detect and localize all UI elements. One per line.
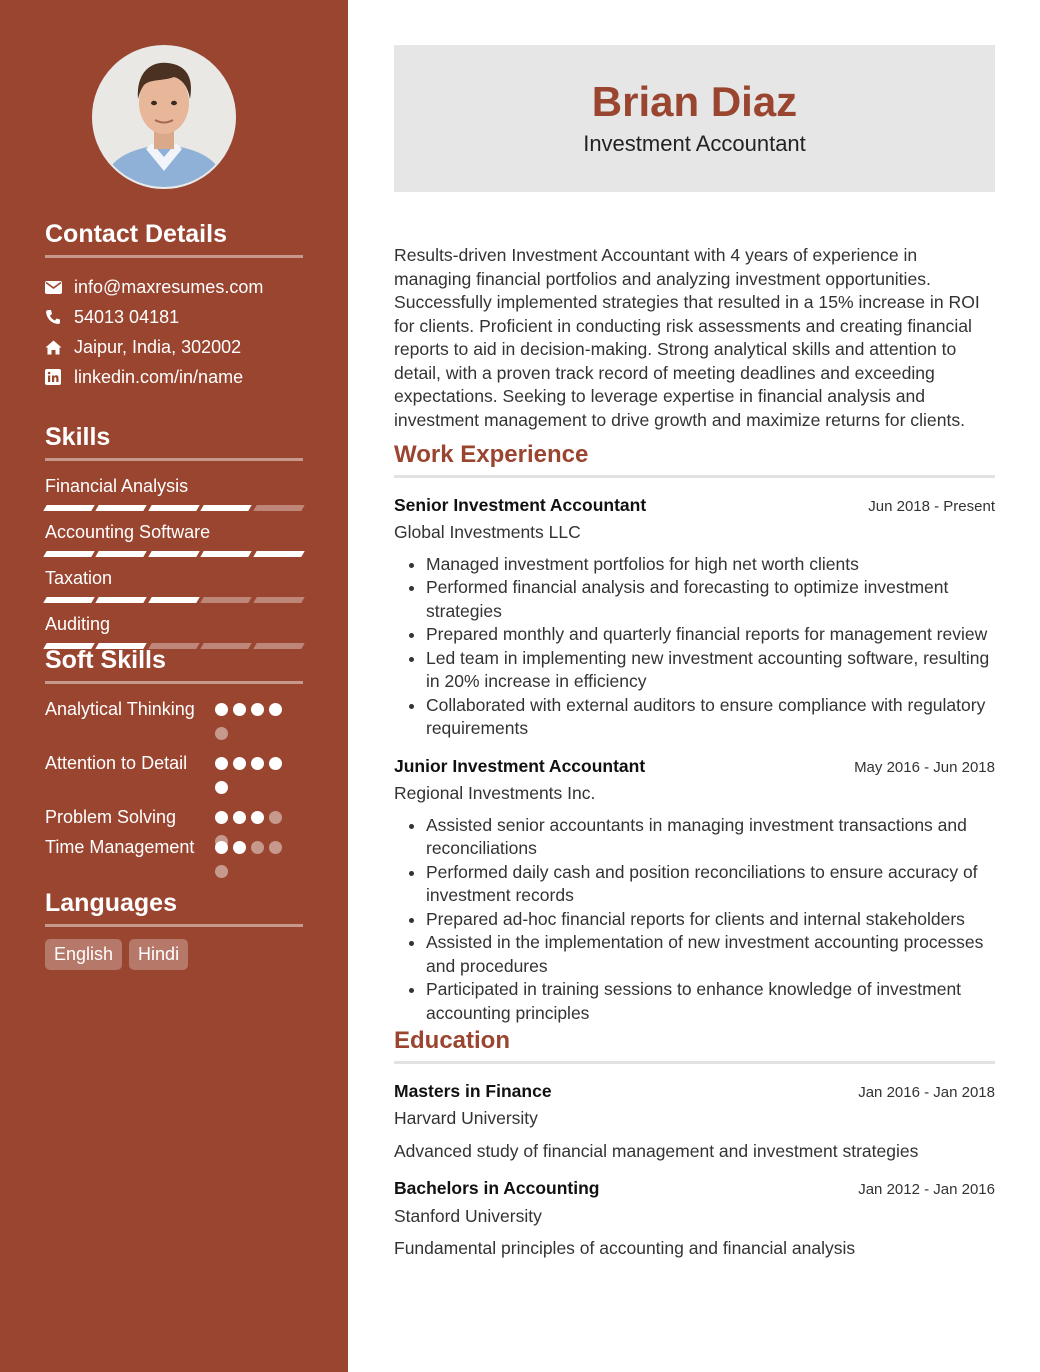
soft-skill-item xyxy=(45,835,303,885)
skills-section xyxy=(45,423,303,649)
skill-name: Taxation xyxy=(45,568,113,588)
rating-dot xyxy=(215,865,228,878)
job-company: Global Investments LLC xyxy=(394,522,581,542)
sidebar xyxy=(0,0,348,1372)
skill-item xyxy=(45,613,303,649)
skill-level-bar xyxy=(45,551,303,557)
rating-dot xyxy=(215,703,228,716)
job-bullet: • Prepared ad-hoc financial reports for clients and internal stakeholders xyxy=(426,908,995,932)
job-dates: May 2016 - Jun 2018 xyxy=(854,758,995,776)
phone-icon xyxy=(45,309,74,325)
job-bullet: • Collaborated with external auditors to ensure compliance with regulatory requirements xyxy=(426,694,995,741)
person-name: Brian Diaz xyxy=(591,78,798,125)
summary-text: Results-driven Investment Accountant with 4 years of experience in managing financial portfolios and analyzing investment opportunities. Successfully implemented strategies that resulted in a 15% increase in ROI for clients. Proficient in conducting risk assessments and creating financial reports to aid in decision-making. Strong analytical skills and attention to detail, with a proven track record of meeting deadlines and exceeding expectations. Seeking to leverage expertise in financial analysis and investment management to drive growth and maximize returns for clients. xyxy=(394,245,980,430)
soft-skill-item xyxy=(45,805,303,835)
rating-dot xyxy=(251,703,264,716)
skill-level-bar xyxy=(45,505,303,511)
education-header xyxy=(394,1080,995,1105)
language-tag: Hindi xyxy=(129,939,188,970)
job-dates: Jun 2018 - Present xyxy=(868,497,995,515)
job-bullet: • Performed financial analysis and forecasting to optimize investment strategies xyxy=(426,576,995,623)
job-entry xyxy=(394,494,995,741)
rating-dot xyxy=(269,811,282,824)
skills-title: Skills xyxy=(45,423,303,461)
skill-level-segment xyxy=(253,597,305,603)
skill-level-segment xyxy=(253,551,305,557)
rating-dot xyxy=(215,841,228,854)
education-dates: Jan 2016 - Jan 2018 xyxy=(858,1083,995,1101)
soft-skill-name: Analytical Thinking xyxy=(45,699,195,719)
job-company: Regional Investments Inc. xyxy=(394,783,596,803)
soft-skill-rating xyxy=(215,703,290,740)
skill-item xyxy=(45,475,303,511)
avatar xyxy=(92,45,236,189)
soft-skills-title: Soft Skills xyxy=(45,646,303,684)
profile-photo xyxy=(94,47,234,187)
job-bullet: • Led team in implementing new investment accounting software, resulting in 20% increase in efficiency xyxy=(426,647,995,694)
skill-level-segment xyxy=(148,597,200,603)
linkedin-icon xyxy=(45,369,74,385)
education-header xyxy=(394,1177,995,1202)
skill-level-segment xyxy=(96,551,148,557)
contact-title: Contact Details xyxy=(45,220,303,258)
rating-dot xyxy=(215,811,228,824)
contact-phone[interactable] xyxy=(45,302,303,332)
work-title: Work Experience xyxy=(394,443,995,478)
skill-level-segment xyxy=(148,551,200,557)
contact-section xyxy=(45,220,303,392)
rating-dot xyxy=(233,757,246,770)
rating-dot xyxy=(233,811,246,824)
education-entry xyxy=(394,1080,995,1164)
skill-level-segment xyxy=(43,597,95,603)
skill-item xyxy=(45,521,303,557)
contact-address xyxy=(45,332,303,362)
job-bullet: • Assisted senior accountants in managing investment transactions and reconciliations xyxy=(426,814,995,861)
soft-skills-section xyxy=(45,646,303,885)
skill-name: Auditing xyxy=(45,614,111,634)
skill-level-segment xyxy=(43,505,95,511)
job-title: Junior Investment Accountant xyxy=(394,755,646,776)
job-bullet: • Assisted in the implementation of new investment accounting processes and procedures xyxy=(426,931,995,978)
rating-dot xyxy=(251,841,264,854)
phone-text: 54013 04181 xyxy=(74,306,180,327)
skill-level-segment xyxy=(253,505,305,511)
rating-dot xyxy=(269,757,282,770)
education-description: Advanced study of financial management and investment strategies xyxy=(394,1140,919,1161)
work-section xyxy=(394,443,995,1025)
soft-skill-name: Problem Solving xyxy=(45,807,177,827)
rating-dot xyxy=(233,841,246,854)
skill-level-segment xyxy=(200,597,252,603)
rating-dot xyxy=(215,781,228,794)
job-header xyxy=(394,755,995,780)
skill-item xyxy=(45,567,303,603)
education-entry xyxy=(394,1177,995,1261)
education-description: Fundamental principles of accounting and financial analysis xyxy=(394,1238,856,1258)
school: Harvard University xyxy=(394,1108,538,1128)
name-header xyxy=(394,45,995,192)
skill-level-segment xyxy=(200,551,252,557)
skill-level-segment xyxy=(200,505,252,511)
education-title: Education xyxy=(394,1029,995,1064)
skill-name: Financial Analysis xyxy=(45,476,189,496)
summary-and-body xyxy=(394,244,995,1261)
job-bullet: • Participated in training sessions to enhance knowledge of investment accounting principles xyxy=(426,978,995,1025)
school: Stanford University xyxy=(394,1205,542,1226)
soft-skill-item xyxy=(45,751,303,805)
soft-skill-rating xyxy=(215,841,290,878)
language-tag: English xyxy=(45,939,122,970)
rating-dot xyxy=(251,811,264,824)
linkedin-text: linkedin.com/in/name xyxy=(74,366,244,387)
skill-level-segment xyxy=(43,551,95,557)
rating-dot xyxy=(215,757,228,770)
education-dates: Jan 2012 - Jan 2016 xyxy=(858,1181,995,1198)
contact-email[interactable] xyxy=(45,272,303,302)
skill-level-segment xyxy=(148,505,200,511)
job-bullets xyxy=(394,553,995,741)
soft-skill-name: Time Management xyxy=(45,837,195,857)
rating-dot xyxy=(233,703,246,716)
envelope-icon xyxy=(45,281,74,294)
skill-level-bar xyxy=(45,597,303,603)
job-title: Senior Investment Accountant xyxy=(394,494,647,515)
skill-level-segment xyxy=(96,597,148,603)
degree: Masters in Finance xyxy=(394,1080,552,1101)
degree: Bachelors in Accounting xyxy=(394,1178,600,1198)
email-text: info@maxresumes.com xyxy=(74,276,264,297)
address-text: Jaipur, India, 302002 xyxy=(74,336,242,357)
skill-level-segment xyxy=(96,505,148,511)
rating-dot xyxy=(215,727,228,740)
job-bullet: • Prepared monthly and quarterly financial reports for management review xyxy=(426,623,995,647)
rating-dot xyxy=(251,757,264,770)
languages-section xyxy=(45,889,303,970)
skill-name: Accounting Software xyxy=(45,522,211,542)
soft-skill-item xyxy=(45,697,303,751)
job-entry xyxy=(394,755,995,1026)
rating-dot xyxy=(269,841,282,854)
languages-title: Languages xyxy=(45,889,303,927)
job-header xyxy=(394,494,995,519)
education-section xyxy=(394,1029,995,1261)
soft-skill-name: Attention to Detail xyxy=(45,753,188,773)
job-bullet: • Performed daily cash and position reconciliations to ensure accuracy of investment records xyxy=(426,861,995,908)
contact-linkedin[interactable] xyxy=(45,362,303,392)
job-bullets xyxy=(394,814,995,1026)
rating-dot xyxy=(269,703,282,716)
home-icon xyxy=(45,340,74,355)
job-bullet: • Managed investment portfolios for high net worth clients xyxy=(426,553,995,577)
person-role: Investment Accountant xyxy=(583,131,806,156)
soft-skill-rating xyxy=(215,757,290,794)
